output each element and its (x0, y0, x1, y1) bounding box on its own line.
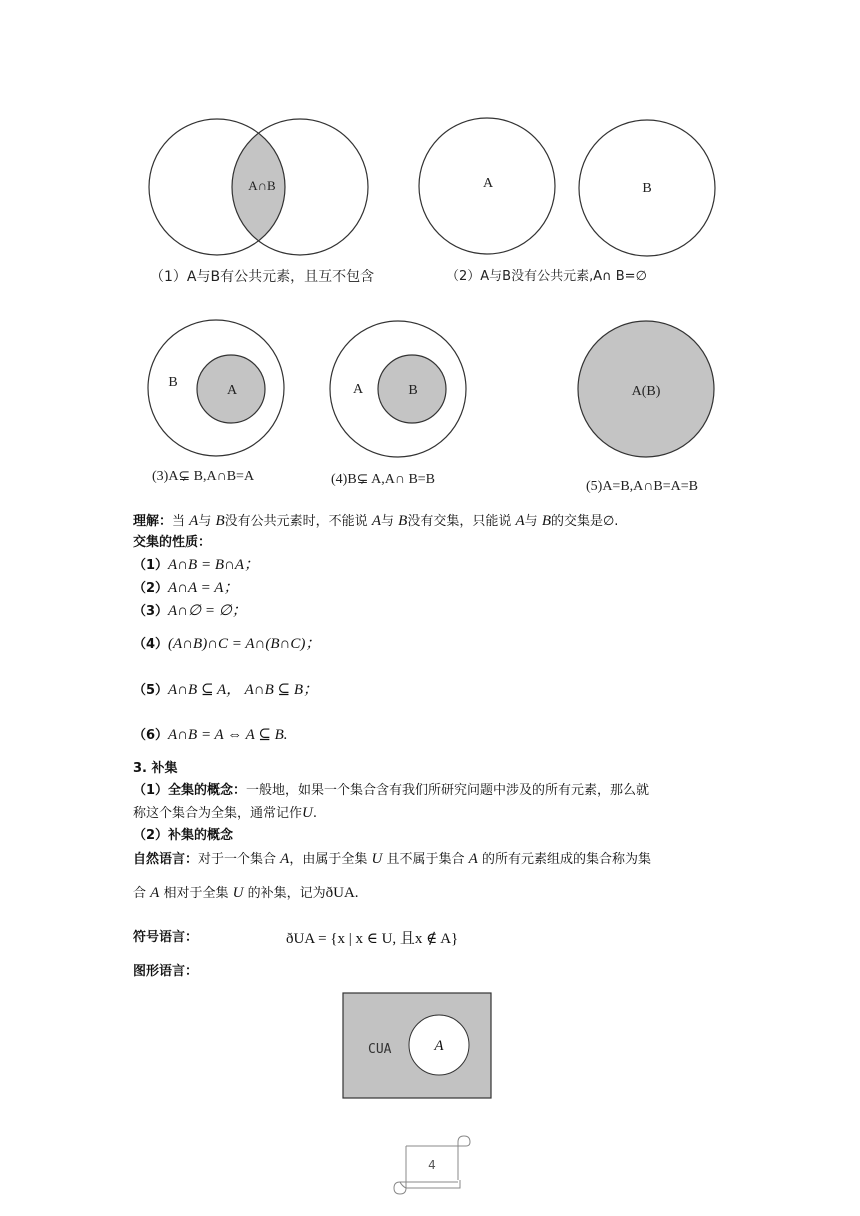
inner-set-a-label: A (434, 1038, 444, 1054)
venn-diagram-b-subset-a (330, 321, 466, 487)
natural-language-line-2: 合 A 相对于全集 U 的补集，记为ðUA. (133, 885, 359, 901)
equal-sets-label: A(B) (631, 384, 661, 399)
diagram-1-caption: （1）A与B有公共元素，且互不包含 (150, 269, 375, 285)
set-a-label: A (482, 176, 494, 191)
venn-diagram-a-subset-b (148, 320, 284, 484)
page-number: 4 (428, 1158, 436, 1172)
venn-diagram-equal (578, 321, 714, 494)
inner-b-label: B (408, 383, 418, 398)
intersection-label: A∩B (248, 178, 276, 193)
universe-paragraph-line-2: 称这个集合为全集，通常记作U. (133, 805, 317, 821)
set-b-label: B (642, 181, 652, 196)
diagram-5-caption: (5)A=B,A∩B=A=B (586, 479, 698, 494)
understanding-label: 理解： (133, 514, 173, 529)
property-6: （6）A∩B = A ⇔ A ⊆ B. (133, 727, 288, 743)
symbol-language-label: 符号语言： (133, 930, 199, 945)
venn-diagram-disjoint (419, 118, 715, 284)
property-2: （2）A∩A = A； (133, 580, 239, 596)
outer-a-label: A (352, 382, 364, 397)
understanding-paragraph: 理解：当 A与 B没有公共元素时，不能说 A与 B没有交集，只能说 A与 B的交集是∅. (133, 513, 619, 529)
graph-language-label: 图形语言： (133, 964, 199, 979)
inner-a-label: A (226, 383, 238, 398)
venn-diagram-intersect (149, 119, 374, 285)
natural-language-line-1: 自然语言：对于一个集合 A，由属于全集 U 且不属于集合 A 的所有元素组成的集合称为集 (133, 851, 651, 867)
diagram-2-caption: （2）A与B没有公共元素,A∩ B=∅ (446, 269, 647, 284)
venn-row-2 (0, 310, 860, 500)
diagram-4-caption: (4)B⊊ A,A∩ B=B (331, 472, 436, 487)
complement-label: CUA (368, 1042, 392, 1057)
complement-heading: （2）补集的概念 (133, 828, 234, 843)
section-3-heading: 3. 补集 (133, 761, 178, 776)
symbol-formula: ðUA = {x | x ∈ U, 且x ∉ A} (286, 931, 459, 947)
complement-diagram (342, 992, 492, 1100)
outer-b-label: B (168, 375, 178, 390)
diagram-3-caption: (3)A⊊ B,A∩B=A (152, 469, 255, 484)
property-5: （5）A∩B ⊆ A， A∩B ⊆ B； (133, 682, 319, 698)
property-4: （4）(A∩B)∩C = A∩(B∩C)； (133, 636, 321, 652)
property-1: （1）A∩B = B∩A； (133, 557, 259, 573)
properties-title: 交集的性质： (133, 535, 212, 550)
universe-paragraph-line-1: （1）全集的概念：一般地，如果一个集合含有我们所研究问题中涉及的所有元素，那么就 (133, 783, 650, 798)
page-number-scroll (388, 1134, 478, 1198)
property-3: （3）A∩∅ = ∅； (133, 603, 247, 619)
